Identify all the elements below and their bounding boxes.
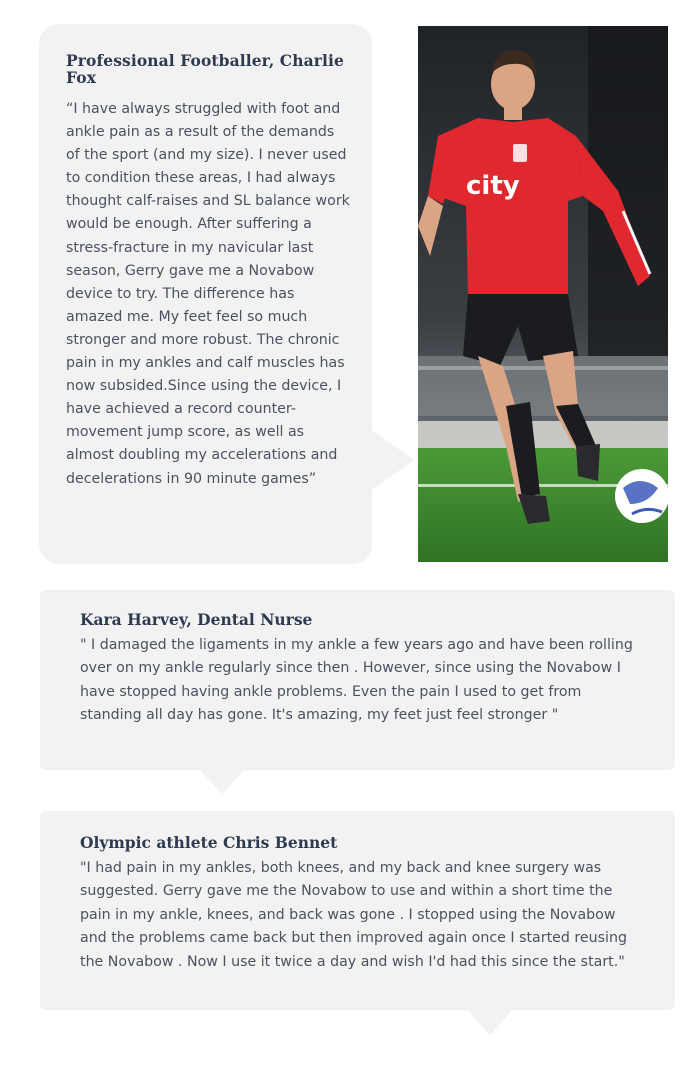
testimonial-card-charlie-fox	[39, 24, 372, 564]
testimonial-quote: "I had pain in my ankles, both knees, and my back and knee surgery was suggested. Gerry gave me the Novabow to use and within a short time the pain in my ankle, knees, and back was gone . I stopped using the Novabow and the problems came back but then improved again once I started reusing the Novabow . Now I use it twice a day and wish I'd had this since the start."	[80, 860, 627, 970]
testimonial-card-kara-harvey	[40, 590, 675, 770]
testimonial-author: Olympic athlete Chris Bennet	[80, 833, 338, 852]
testimonial-author: Professional Footballer, Charlie Fox	[66, 51, 344, 87]
testimonial-author: Kara Harvey, Dental Nurse	[80, 610, 313, 629]
speech-bubble-pointer	[200, 770, 244, 794]
testimonial-quote: " I damaged the ligaments in my ankle a few years ago and have been rolling over on my ankle regularly since then . However, since using the Novabow I have stopped having ankle problems. Even the pain I used to get from standing all day has gone. It's amazing, my feet just feel stronger "	[80, 637, 633, 724]
testimonial-quote: “I have always struggled with foot and ankle pain as a result of the demands of the sport (and my size). I never used to condition these areas, I had always thought calf-raises and SL balance work would be enough. After suffering a stress-fracture in my navicular last season, Gerry gave me a Novabow device to try. The difference has amazed me. My feet feel so much stronger and more robust. The chronic pain in my ankles and calf muscles has now subsided.Since using the device, I have achieved a record counter-movement jump score, as well as almost doubling my accelerations and decelerations in 90 minute games”	[66, 101, 350, 487]
testimonial-card-chris-bennet	[40, 811, 675, 1010]
speech-bubble-pointer	[468, 1010, 512, 1036]
footballer-photo	[418, 26, 668, 562]
footballer-illustration	[418, 26, 668, 562]
shirt-sponsor-text: city	[466, 171, 520, 201]
speech-bubble-pointer	[372, 430, 414, 490]
